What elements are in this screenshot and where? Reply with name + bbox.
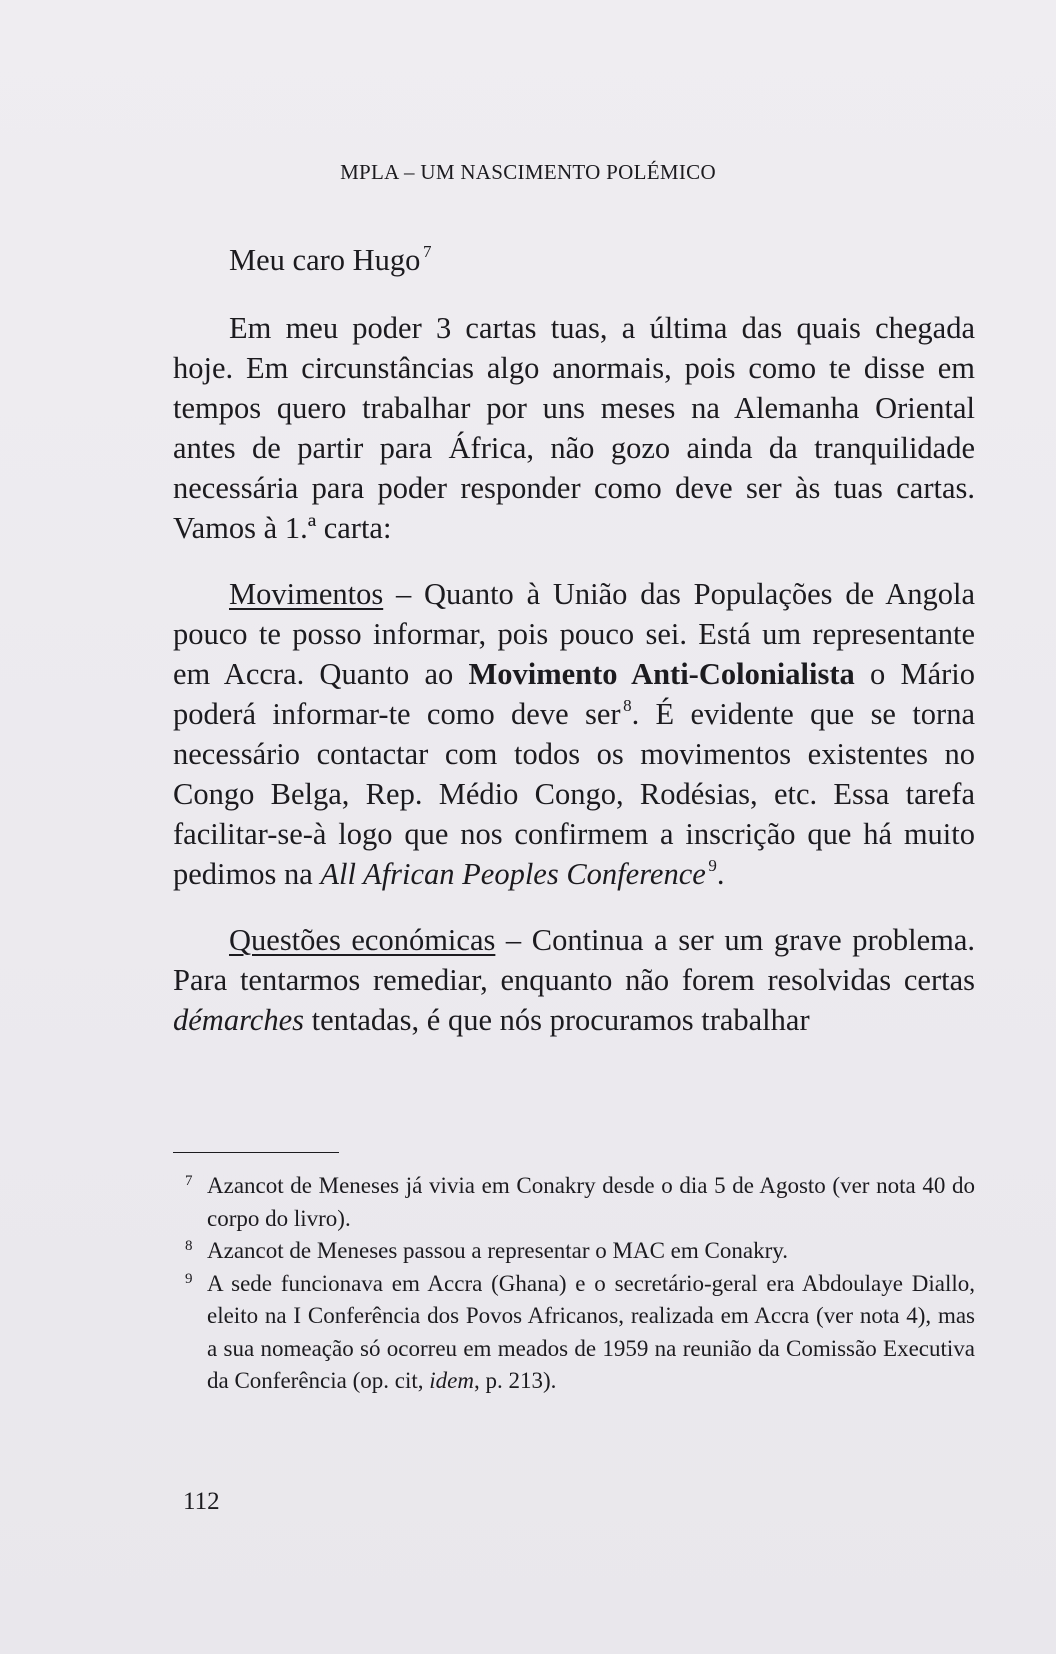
footnotes (173, 1170, 975, 1398)
footnote-ref-9: 9 (708, 855, 717, 875)
footnote-ref-7: 7 (422, 241, 432, 261)
footnote-9-idem: idem (429, 1368, 474, 1393)
footnote-9-text-a: A sede funcionava em Accra (Ghana) e o secretário-geral era Abdoulaye Diallo, eleito na I Conferência dos Povos Africanos, realizada em Accra (ver nota 4), mas a sua nomeação só ocorreu em meados de 1959 na reunião da Comissão Executiva da Conferência (op. cit, (207, 1270, 975, 1393)
all-african-peoples-conference: All African Peoples Conference (320, 857, 706, 891)
paragraph-1: Em meu poder 3 cartas tuas, a última das quais chegada hoje. Em circunstâncias algo anormais, pois como te disse em tempos quero trabalhar por uns meses na Alemanha Oriental antes de partir para África, não gozo ainda da tranquilidade necessária para poder responder como deve ser às tuas cartas. Vamos à 1.ª carta: (173, 311, 975, 545)
footnote-number: 7 (185, 1173, 193, 1189)
movimentos-text-d: . (716, 857, 725, 891)
footnote-7 (173, 1170, 975, 1235)
letter-body (173, 240, 975, 1040)
salutation (173, 240, 975, 280)
movimentos-text-c: . É evidente que se torna necessário contactar com todos os movimentos existentes no Congo Belga, Rep. Médio Congo, Rodésias, etc. Essa tarefa facilitar-se-à logo que nos confirmem a inscrição que há muito pedimos na (173, 697, 975, 891)
footnote-ref-8: 8 (623, 695, 632, 715)
footnote-9 (173, 1268, 975, 1398)
footnote-text: Azancot de Meneses passou a representar o MAC em Conakry. (207, 1238, 788, 1263)
footnote-rule (173, 1152, 339, 1153)
questoes-text-a: – Continua a ser um grave problema. Para tentarmos remediar, enquanto não forem resolvidas certas (173, 923, 975, 997)
footnote-8 (173, 1235, 975, 1268)
footnote-number: 9 (185, 1270, 193, 1287)
salutation-text: Meu caro Hugo (229, 243, 421, 277)
movimento-anti-colonialista: Movimento Anti-Colonialista (468, 657, 855, 691)
heading-movimentos: Movimentos (229, 577, 384, 611)
paragraph-questoes-economicas (173, 920, 975, 1040)
demarches: démarches (173, 1003, 304, 1037)
paragraph-movimentos (173, 574, 975, 894)
footnote-text: Azancot de Meneses já vivia em Conakry desde o dia 5 de Agosto (ver nota 40 do corpo do livro). (207, 1173, 975, 1231)
footnote-9-text-b: , p. 213). (473, 1368, 557, 1393)
heading-questoes-economicas: Questões económicas (229, 923, 496, 957)
footnote-number: 8 (185, 1238, 193, 1254)
running-head: MPLA – UM NASCIMENTO POLÉMICO (340, 160, 716, 184)
footnote-text (207, 1268, 975, 1398)
questoes-text-b: tentadas, é que nós procuramos trabalhar (304, 1003, 810, 1037)
page-number: 112 (183, 1488, 220, 1515)
movimentos-text-b: o Mário poderá informar-te como deve ser (173, 657, 975, 731)
movimentos-text-a: – Quanto à União das Populações de Angola pouco te posso informar, pois pouco sei. Está um representante em Accra. Quanto ao (173, 577, 975, 691)
